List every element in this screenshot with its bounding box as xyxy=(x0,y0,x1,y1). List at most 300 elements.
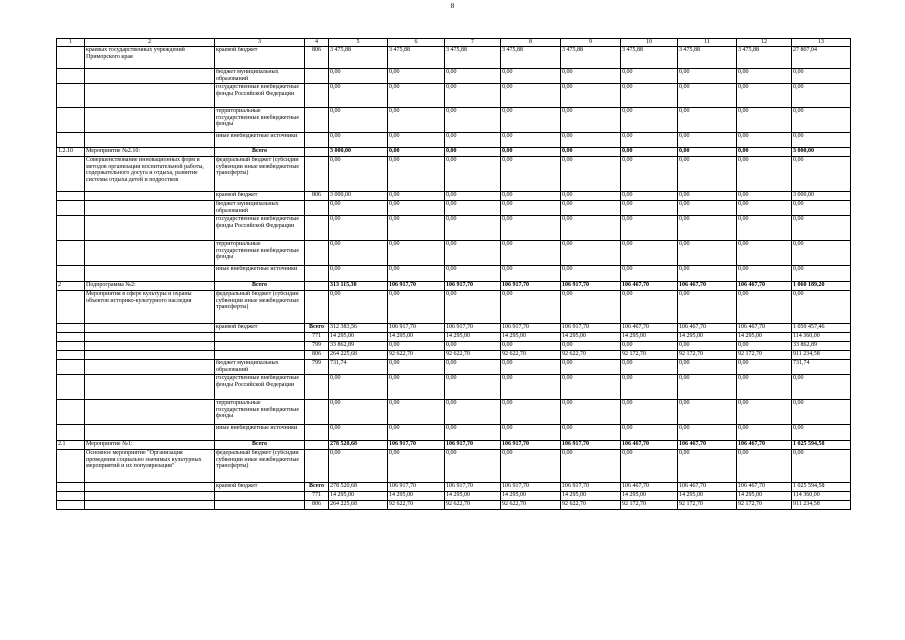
value-cell: 0,00 xyxy=(678,241,737,266)
value-cell: 0,00 xyxy=(792,84,851,108)
value-cell: 92 172,70 xyxy=(737,351,792,360)
row-description xyxy=(85,375,215,400)
page-number: 8 xyxy=(450,2,455,10)
value-cell: 0,00 xyxy=(329,375,388,400)
row-description: Мероприятие №2.10: xyxy=(85,148,215,157)
value-cell: 0,00 xyxy=(388,241,445,266)
value-cell: 0,00 xyxy=(737,133,792,148)
value-cell: 92 172,70 xyxy=(737,501,792,510)
table-row xyxy=(57,192,851,201)
value-cell: 0,00 xyxy=(737,266,792,282)
column-header: 9 xyxy=(561,39,621,47)
value-cell: 0,00 xyxy=(792,400,851,425)
value-cell: 0,00 xyxy=(501,108,561,133)
value-cell: 911 234,58 xyxy=(792,351,851,360)
value-cell: 0,00 xyxy=(678,133,737,148)
value-cell: 0,00 xyxy=(621,216,678,241)
value-cell: 0,00 xyxy=(561,157,621,192)
value-cell: 0,00 xyxy=(561,69,621,84)
value-cell: 3 475,88 xyxy=(445,47,501,69)
value-cell: 14 295,00 xyxy=(678,333,737,342)
value-cell: 14 295,00 xyxy=(621,492,678,501)
row-number xyxy=(57,492,85,501)
value-cell: 3 475,88 xyxy=(737,47,792,69)
value-cell: 92 622,70 xyxy=(561,501,621,510)
value-cell: 0,00 xyxy=(737,342,792,351)
value-cell: 0,00 xyxy=(388,148,445,157)
row-number xyxy=(57,192,85,201)
value-cell: 3 475,88 xyxy=(501,47,561,69)
value-cell: 0,00 xyxy=(561,266,621,282)
funding-source: иные внебюджетные источники xyxy=(215,133,305,148)
row-number xyxy=(57,425,85,441)
funding-source xyxy=(215,351,305,360)
table-row xyxy=(57,133,851,148)
value-cell: 106 467,70 xyxy=(621,441,678,450)
column-header: 11 xyxy=(678,39,737,47)
value-cell: 0,00 xyxy=(561,375,621,400)
value-cell: 0,00 xyxy=(678,216,737,241)
value-cell: 0,00 xyxy=(445,425,501,441)
value-cell: 92 622,70 xyxy=(501,501,561,510)
value-cell: 3 475,88 xyxy=(621,47,678,69)
value-cell: 14 295,00 xyxy=(561,492,621,501)
value-cell: 0,00 xyxy=(737,216,792,241)
row-number xyxy=(57,351,85,360)
value-cell: 106 917,70 xyxy=(388,282,445,291)
value-cell: 731,74 xyxy=(792,360,851,375)
row-number: 1.2.10 xyxy=(57,148,85,157)
value-cell: 0,00 xyxy=(501,69,561,84)
row-description: Основное мероприятие "Организация проведения социально значимых культурных мероприятий и их популяризация" xyxy=(85,450,215,483)
value-cell: 0,00 xyxy=(329,157,388,192)
value-cell: 14 295,00 xyxy=(388,492,445,501)
funding-source: краевой бюджет xyxy=(215,324,305,333)
row-number xyxy=(57,84,85,108)
row-description xyxy=(85,351,215,360)
value-cell: 0,00 xyxy=(792,108,851,133)
value-cell: 106 917,70 xyxy=(445,441,501,450)
code-cell: Всего xyxy=(305,324,329,333)
funding-source: иные внебюджетные источники xyxy=(215,425,305,441)
row-number xyxy=(57,375,85,400)
code-cell xyxy=(305,216,329,241)
value-cell: 92 622,70 xyxy=(445,351,501,360)
value-cell: 0,00 xyxy=(388,69,445,84)
value-cell: 0,00 xyxy=(445,148,501,157)
row-description xyxy=(85,483,215,492)
funding-source xyxy=(215,501,305,510)
code-cell: 806 xyxy=(305,501,329,510)
column-header: 1 xyxy=(57,39,85,47)
table-row xyxy=(57,400,851,425)
value-cell: 114 360,00 xyxy=(792,333,851,342)
value-cell: 0,00 xyxy=(737,201,792,216)
code-cell xyxy=(305,133,329,148)
value-cell: 14 295,00 xyxy=(678,492,737,501)
value-cell: 92 622,70 xyxy=(388,501,445,510)
row-description: Мероприятия в сфере культуры и охраны объектов историко-культурного наследия xyxy=(85,291,215,324)
funding-source: территориальные государственные внебюджетные фонды xyxy=(215,108,305,133)
value-cell: 0,00 xyxy=(329,69,388,84)
value-cell: 3 475,88 xyxy=(678,47,737,69)
value-cell: 0,00 xyxy=(737,148,792,157)
funding-source: Всего xyxy=(215,282,305,291)
table-row xyxy=(57,360,851,375)
row-description: краевых государственных учреждений Приморского края xyxy=(85,47,215,69)
value-cell: 0,00 xyxy=(621,69,678,84)
value-cell: 0,00 xyxy=(329,201,388,216)
value-cell: 0,00 xyxy=(501,400,561,425)
value-cell: 0,00 xyxy=(445,133,501,148)
value-cell: 92 622,70 xyxy=(388,351,445,360)
row-number xyxy=(57,108,85,133)
table-row xyxy=(57,47,851,69)
value-cell: 106 467,70 xyxy=(678,441,737,450)
value-cell: 0,00 xyxy=(501,291,561,324)
value-cell: 0,00 xyxy=(678,108,737,133)
value-cell: 0,00 xyxy=(621,108,678,133)
value-cell: 0,00 xyxy=(388,342,445,351)
value-cell: 0,00 xyxy=(621,192,678,201)
value-cell: 0,00 xyxy=(621,133,678,148)
value-cell: 0,00 xyxy=(678,375,737,400)
value-cell: 0,00 xyxy=(621,291,678,324)
table-row xyxy=(57,201,851,216)
value-cell: 14 295,00 xyxy=(501,492,561,501)
value-cell: 0,00 xyxy=(561,84,621,108)
value-cell: 3 000,00 xyxy=(329,148,388,157)
value-cell: 1 025 594,58 xyxy=(792,483,851,492)
value-cell: 0,00 xyxy=(501,241,561,266)
column-header: 2 xyxy=(85,39,215,47)
code-cell xyxy=(305,450,329,483)
value-cell: 0,00 xyxy=(561,133,621,148)
row-description xyxy=(85,216,215,241)
value-cell: 278 520,68 xyxy=(329,483,388,492)
column-header: 8 xyxy=(501,39,561,47)
value-cell: 0,00 xyxy=(678,69,737,84)
value-cell: 0,00 xyxy=(737,400,792,425)
value-cell: 0,00 xyxy=(678,450,737,483)
value-cell: 0,00 xyxy=(678,201,737,216)
value-cell: 0,00 xyxy=(445,450,501,483)
value-cell: 92 622,70 xyxy=(561,351,621,360)
row-description xyxy=(85,108,215,133)
value-cell: 0,00 xyxy=(561,425,621,441)
value-cell: 0,00 xyxy=(501,148,561,157)
row-number xyxy=(57,69,85,84)
table-row xyxy=(57,375,851,400)
row-number xyxy=(57,216,85,241)
value-cell: 106 467,70 xyxy=(678,282,737,291)
row-description xyxy=(85,501,215,510)
value-cell: 0,00 xyxy=(445,216,501,241)
value-cell: 0,00 xyxy=(737,84,792,108)
value-cell: 731,74 xyxy=(329,360,388,375)
value-cell: 312 383,56 xyxy=(329,324,388,333)
value-cell: 0,00 xyxy=(792,375,851,400)
code-cell xyxy=(305,425,329,441)
value-cell: 106 917,70 xyxy=(561,324,621,333)
value-cell: 14 295,00 xyxy=(737,492,792,501)
value-cell: 0,00 xyxy=(561,291,621,324)
value-cell: 0,00 xyxy=(445,84,501,108)
value-cell: 106 467,70 xyxy=(678,324,737,333)
row-number: 2 xyxy=(57,282,85,291)
value-cell: 0,00 xyxy=(445,157,501,192)
value-cell: 14 295,00 xyxy=(445,333,501,342)
value-cell: 0,00 xyxy=(621,241,678,266)
code-cell: 799 xyxy=(305,342,329,351)
value-cell: 0,00 xyxy=(501,342,561,351)
value-cell: 0,00 xyxy=(561,360,621,375)
value-cell: 106 467,70 xyxy=(737,441,792,450)
value-cell: 0,00 xyxy=(501,360,561,375)
table-row xyxy=(57,333,851,342)
value-cell: 0,00 xyxy=(792,216,851,241)
funding-source: краевой бюджет xyxy=(215,192,305,201)
row-number xyxy=(57,47,85,69)
value-cell: 0,00 xyxy=(561,192,621,201)
value-cell: 92 622,70 xyxy=(445,501,501,510)
value-cell: 0,00 xyxy=(737,241,792,266)
table-row xyxy=(57,266,851,282)
value-cell: 106 467,70 xyxy=(737,483,792,492)
code-cell xyxy=(305,84,329,108)
value-cell: 0,00 xyxy=(678,291,737,324)
table-row xyxy=(57,282,851,291)
value-cell: 0,00 xyxy=(561,201,621,216)
value-cell: 0,00 xyxy=(445,266,501,282)
budget-table xyxy=(56,38,851,510)
value-cell: 0,00 xyxy=(329,400,388,425)
row-description xyxy=(85,201,215,216)
table-row xyxy=(57,450,851,483)
row-description xyxy=(85,360,215,375)
value-cell: 0,00 xyxy=(388,291,445,324)
funding-source: государственные внебюджетные фонды Российской Федерации xyxy=(215,375,305,400)
value-cell: 0,00 xyxy=(445,400,501,425)
value-cell: 0,00 xyxy=(621,375,678,400)
value-cell: 106 917,70 xyxy=(561,282,621,291)
value-cell: 0,00 xyxy=(792,201,851,216)
value-cell: 0,00 xyxy=(445,192,501,201)
value-cell: 3 000,00 xyxy=(329,192,388,201)
value-cell: 0,00 xyxy=(737,425,792,441)
value-cell: 0,00 xyxy=(792,157,851,192)
value-cell: 0,00 xyxy=(737,360,792,375)
table-row xyxy=(57,342,851,351)
value-cell: 106 467,70 xyxy=(737,324,792,333)
row-description xyxy=(85,241,215,266)
value-cell: 0,00 xyxy=(737,69,792,84)
column-header: 4 xyxy=(305,39,329,47)
value-cell: 3 000,00 xyxy=(792,192,851,201)
funding-source: государственные внебюджетные фонды Российской Федерации xyxy=(215,84,305,108)
value-cell: 0,00 xyxy=(737,108,792,133)
column-header: 6 xyxy=(388,39,445,47)
header-row xyxy=(57,39,851,47)
value-cell: 14 295,00 xyxy=(388,333,445,342)
table-row xyxy=(57,148,851,157)
row-description xyxy=(85,266,215,282)
code-cell xyxy=(305,441,329,450)
row-description xyxy=(85,192,215,201)
value-cell: 0,00 xyxy=(737,157,792,192)
value-cell: 106 917,70 xyxy=(561,441,621,450)
value-cell: 0,00 xyxy=(792,133,851,148)
funding-source: государственные внебюджетные фонды Российской Федерации xyxy=(215,216,305,241)
row-description: Подпрограмма №2: xyxy=(85,282,215,291)
funding-source: федеральный бюджет (субсидии субвенции иные межбюджетные трансферты) xyxy=(215,450,305,483)
value-cell: 3 475,88 xyxy=(561,47,621,69)
code-cell: 771 xyxy=(305,492,329,501)
value-cell: 0,00 xyxy=(561,241,621,266)
value-cell: 0,00 xyxy=(561,450,621,483)
value-cell: 33 862,89 xyxy=(792,342,851,351)
funding-source: Всего xyxy=(215,148,305,157)
value-cell: 0,00 xyxy=(388,425,445,441)
value-cell: 0,00 xyxy=(621,400,678,425)
value-cell: 0,00 xyxy=(388,201,445,216)
table-row xyxy=(57,324,851,333)
value-cell: 0,00 xyxy=(561,400,621,425)
value-cell: 114 360,00 xyxy=(792,492,851,501)
value-cell: 0,00 xyxy=(445,291,501,324)
code-cell xyxy=(305,201,329,216)
row-description xyxy=(85,400,215,425)
table-row xyxy=(57,108,851,133)
value-cell: 92 172,70 xyxy=(678,351,737,360)
value-cell: 0,00 xyxy=(329,241,388,266)
funding-source xyxy=(215,492,305,501)
value-cell: 106 917,70 xyxy=(501,282,561,291)
value-cell: 0,00 xyxy=(792,69,851,84)
row-number xyxy=(57,291,85,324)
code-cell: 806 xyxy=(305,351,329,360)
value-cell: 0,00 xyxy=(501,157,561,192)
row-number xyxy=(57,333,85,342)
code-cell xyxy=(305,108,329,133)
funding-source: бюджет муниципальных образований xyxy=(215,201,305,216)
code-cell: 771 xyxy=(305,333,329,342)
value-cell: 0,00 xyxy=(621,450,678,483)
value-cell: 911 234,58 xyxy=(792,501,851,510)
table-row xyxy=(57,441,851,450)
value-cell: 0,00 xyxy=(621,425,678,441)
value-cell: 0,00 xyxy=(501,450,561,483)
value-cell: 0,00 xyxy=(388,133,445,148)
value-cell: 3 475,88 xyxy=(329,47,388,69)
funding-source xyxy=(215,333,305,342)
value-cell: 0,00 xyxy=(501,201,561,216)
row-number xyxy=(57,501,85,510)
value-cell: 0,00 xyxy=(445,360,501,375)
funding-source: бюджет муниципальных образований xyxy=(215,69,305,84)
code-cell xyxy=(305,400,329,425)
value-cell: 14 295,00 xyxy=(501,333,561,342)
value-cell: 14 295,00 xyxy=(737,333,792,342)
value-cell: 0,00 xyxy=(501,192,561,201)
value-cell: 106 917,70 xyxy=(388,483,445,492)
funding-source: территориальные государственные внебюджетные фонды xyxy=(215,400,305,425)
value-cell: 0,00 xyxy=(501,266,561,282)
value-cell: 0,00 xyxy=(388,360,445,375)
value-cell: 92 622,70 xyxy=(501,351,561,360)
value-cell: 0,00 xyxy=(737,450,792,483)
value-cell: 33 862,89 xyxy=(329,342,388,351)
value-cell: 0,00 xyxy=(388,108,445,133)
funding-source: иные внебюджетные источники xyxy=(215,266,305,282)
row-number xyxy=(57,342,85,351)
value-cell: 106 917,70 xyxy=(445,324,501,333)
value-cell: 0,00 xyxy=(621,84,678,108)
value-cell: 278 520,68 xyxy=(329,441,388,450)
table-row xyxy=(57,216,851,241)
value-cell: 0,00 xyxy=(501,425,561,441)
table-row xyxy=(57,241,851,266)
value-cell: 1 059 457,46 xyxy=(792,324,851,333)
value-cell: 0,00 xyxy=(445,108,501,133)
table-row xyxy=(57,291,851,324)
value-cell: 1 025 594,58 xyxy=(792,441,851,450)
code-cell: 799 xyxy=(305,360,329,375)
value-cell: 14 295,00 xyxy=(329,492,388,501)
value-cell: 264 225,68 xyxy=(329,351,388,360)
value-cell: 106 467,70 xyxy=(678,483,737,492)
value-cell: 0,00 xyxy=(561,148,621,157)
table-row xyxy=(57,425,851,441)
column-header: 3 xyxy=(215,39,305,47)
value-cell: 0,00 xyxy=(445,241,501,266)
column-header: 5 xyxy=(329,39,388,47)
value-cell: 14 295,00 xyxy=(561,333,621,342)
value-cell: 0,00 xyxy=(561,216,621,241)
value-cell: 0,00 xyxy=(678,360,737,375)
value-cell: 106 917,70 xyxy=(445,483,501,492)
value-cell: 0,00 xyxy=(561,342,621,351)
value-cell: 92 172,70 xyxy=(621,501,678,510)
code-cell xyxy=(305,282,329,291)
column-header: 10 xyxy=(621,39,678,47)
value-cell: 106 917,70 xyxy=(561,483,621,492)
value-cell: 0,00 xyxy=(329,266,388,282)
code-cell xyxy=(305,69,329,84)
code-cell xyxy=(305,291,329,324)
row-description xyxy=(85,333,215,342)
value-cell: 0,00 xyxy=(388,216,445,241)
value-cell: 0,00 xyxy=(501,216,561,241)
row-description xyxy=(85,324,215,333)
value-cell: 0,00 xyxy=(621,360,678,375)
column-header: 12 xyxy=(737,39,792,47)
row-description xyxy=(85,133,215,148)
value-cell: 0,00 xyxy=(445,69,501,84)
value-cell: 0,00 xyxy=(388,192,445,201)
value-cell: 92 172,70 xyxy=(678,501,737,510)
funding-source: федеральный бюджет (субсидии субвенции иные межбюджетные трансферты) xyxy=(215,291,305,324)
row-description xyxy=(85,342,215,351)
value-cell: 0,00 xyxy=(792,266,851,282)
value-cell: 0,00 xyxy=(678,400,737,425)
code-cell xyxy=(305,241,329,266)
value-cell: 106 467,70 xyxy=(621,282,678,291)
value-cell: 27 807,04 xyxy=(792,47,851,69)
code-cell xyxy=(305,375,329,400)
value-cell: 0,00 xyxy=(501,133,561,148)
value-cell: 106 917,70 xyxy=(501,483,561,492)
